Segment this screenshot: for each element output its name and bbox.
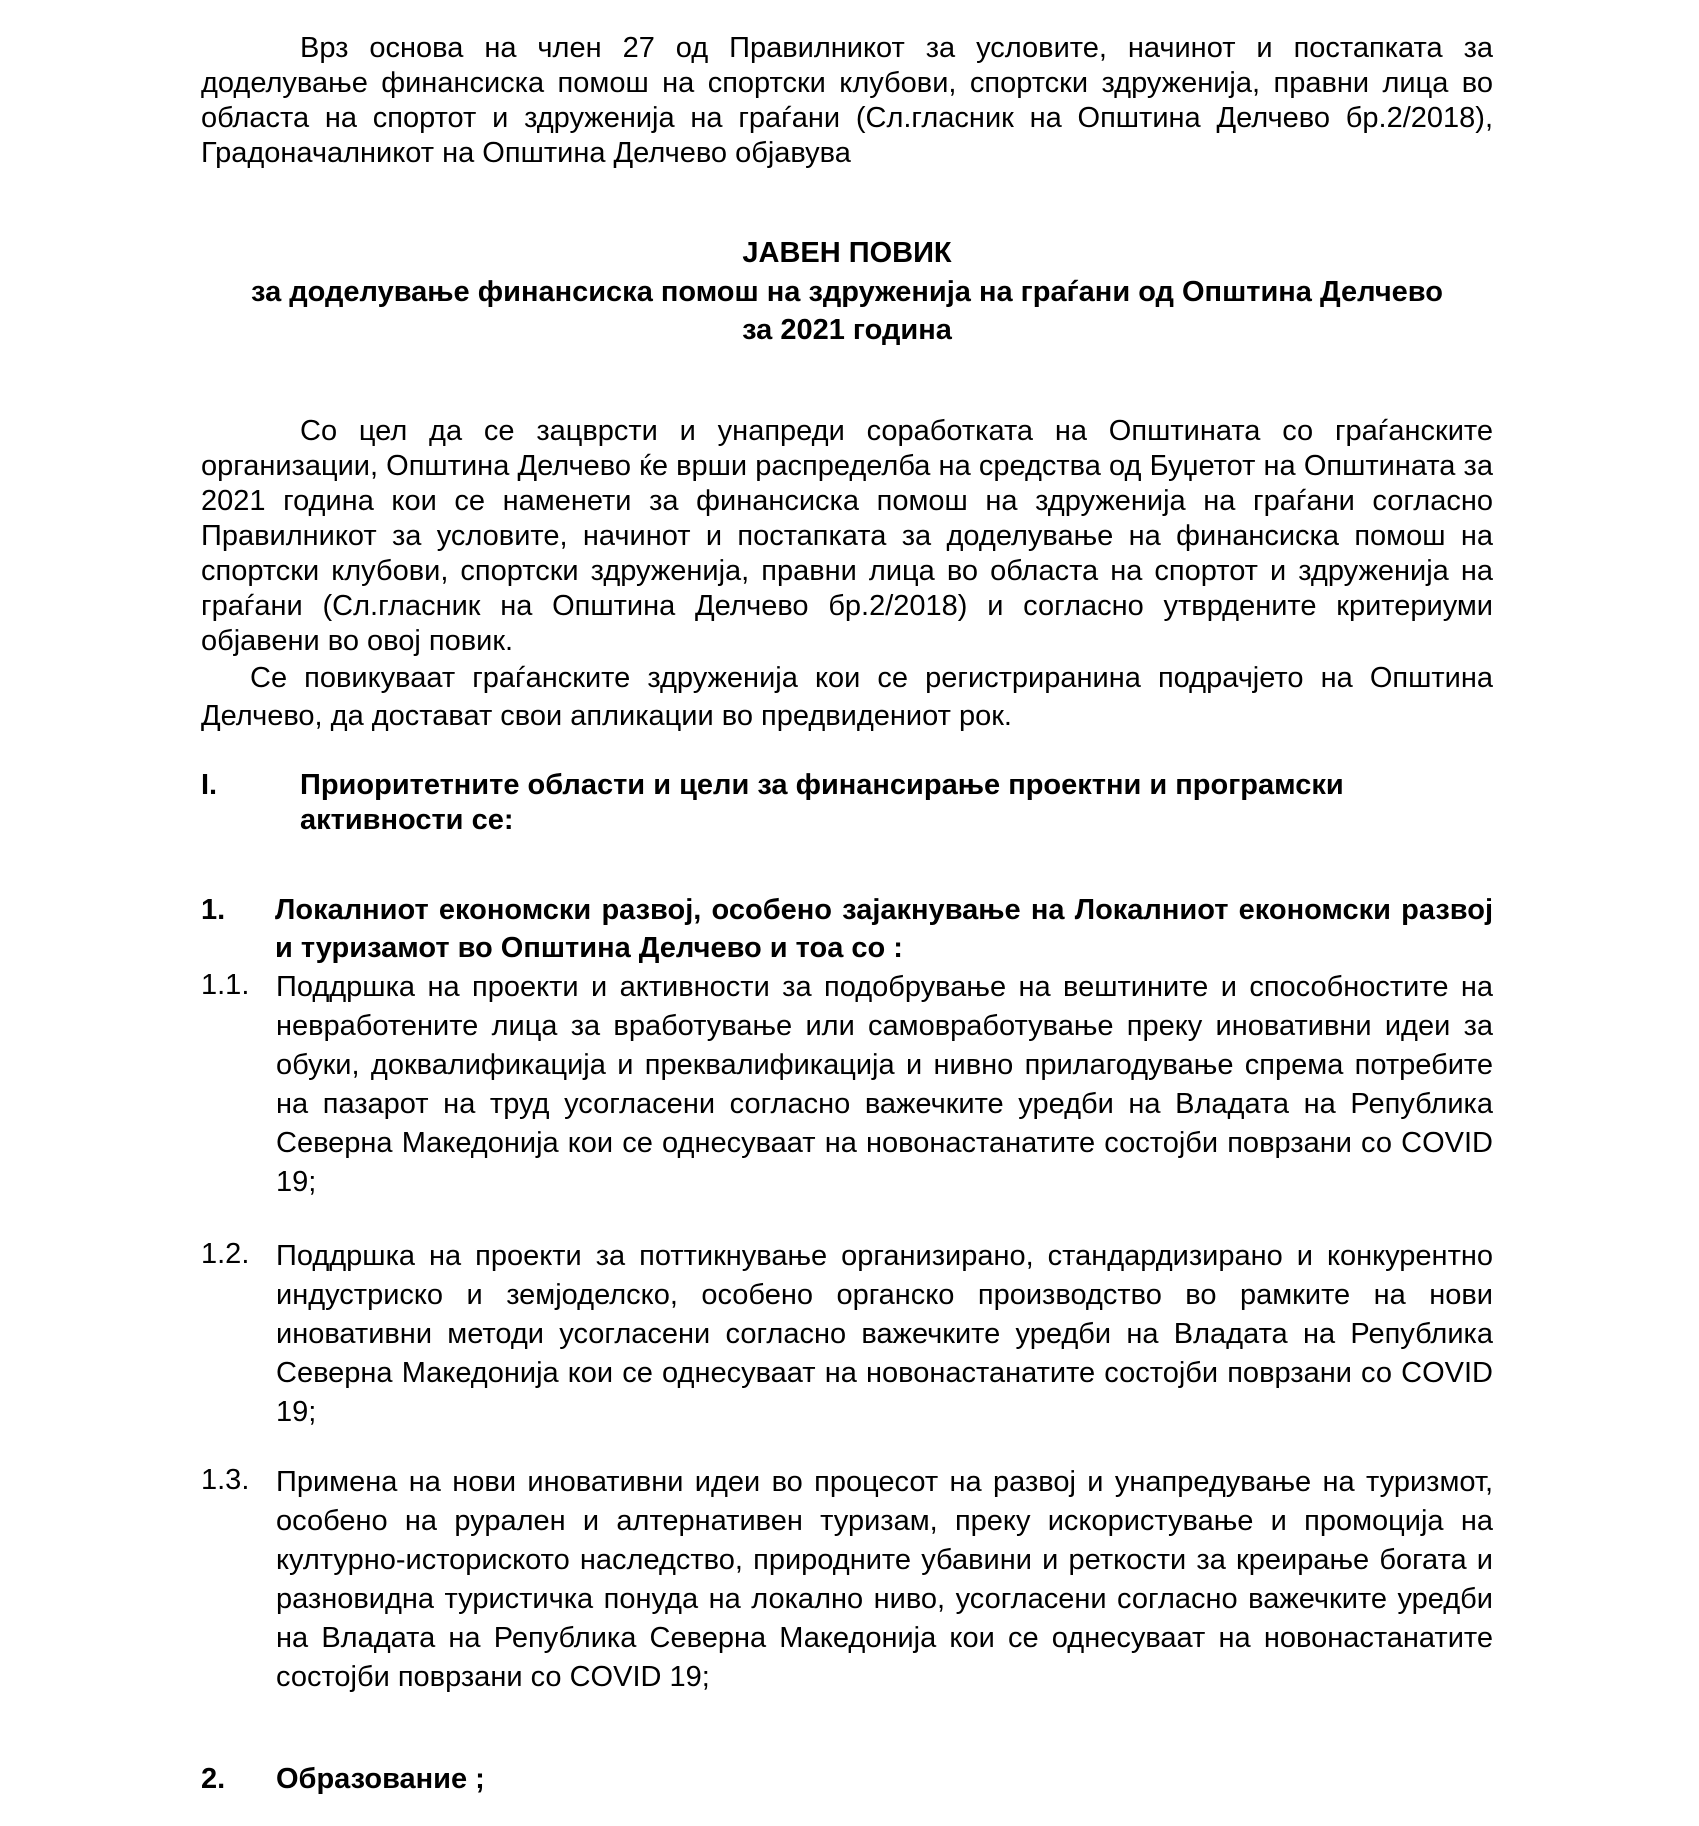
sub-item-number: 1.3. bbox=[201, 1464, 250, 1496]
intro-paragraph: Врз основа на член 27 од Правилникот за условите, начинот и постапката за доделување финансиска помош на спортски клубови, спортски здруженија, правни лица во областа на спортот и здруженија на граѓани (Сл.гласник на Општина Делчево бр.2/2018), Градоначалникот на Општина Делчево објавува bbox=[201, 32, 1493, 169]
sub-item-text: Поддршка на проекти и активности за подобрување на вештините и способностите на невработените лица за вработување или самовработување преку иновативни идеи за обуки, доквалификација и преквалификација и нивно прилагодување спрема потребите на пазарот на труд усогласени согласно важечките уредби на Владата на Република Северна Македонија кои се однесуваат на новонастанатите состојби поврзани со COVID 19; bbox=[276, 971, 1493, 1198]
body-paragraph-2: Се повикуваат граѓанските здруженија кои се регистриранина подрачјето на Општина Делчево, да достават свои апликации во предвидениот рок. bbox=[201, 662, 1493, 732]
section-number: I. bbox=[201, 769, 218, 801]
item-1-text: Локалниот економски развој, особено зајакнување на Локалниот економски развој и туризамот во Општина Делчево и тоа со : bbox=[275, 894, 1493, 964]
sub-item-text: Примена на нови иновативни идеи во процесот на развој и унапредување на туризмот, особено на рурален и алтернативен туризам, преку искористување и промоција на културно-историското наследство, природните убавини и реткости за креирање богата и разновидна туристичка понуда на локално ниво, усогласени согласно важечките уредби на Владата на Република Северна Македонија кои се однесуваат на новонастанатите состојби поврзани со COVID 19; bbox=[276, 1466, 1493, 1693]
item-2-number: 2. bbox=[201, 1763, 226, 1795]
item-1-number: 1. bbox=[201, 894, 226, 926]
document-title: ЈАВЕН ПОВИК bbox=[742, 237, 952, 269]
section-heading: Приоритетните области и цели за финансирање проектни и програмски активности се: bbox=[300, 769, 1344, 836]
sub-item-text: Поддршка на проекти за поттикнување организирано, стандардизирано и конкурентно индустриско и земјоделско, особено органско производство во рамките на нови иновативни методи усогласени согласно важечките уредби на Владата на Република Северна Македонија кои се однесуваат на новонастанатите состојби поврзани со COVID 19; bbox=[276, 1240, 1493, 1428]
sub-item-number: 1.1. bbox=[201, 969, 250, 1001]
body-paragraph-1: Со цел да се зацврсти и унапреди соработката на Општината со граѓанските организации, Општина Делчево ќе врши распределба на средства од Буџетот на Општината за 2021 година кои се наменети за финансиска помош на здруженија на граѓани согласно Правилникот за условите, начинот и постапката за доделување на финансиска помош на спортски клубови, спортски здруженија, правни лица во областа на спортот и здруженија на граѓани (Сл.гласник на Општина Делчево бр.2/2018) и согласно утврдените критериуми објавени во овој повик. bbox=[201, 415, 1493, 657]
sub-item-number: 1.2. bbox=[201, 1238, 250, 1270]
item-1-heading bbox=[201, 891, 1493, 967]
item-2-heading: Образование ; bbox=[276, 1763, 485, 1795]
document-subtitle: за доделување финансиска помош на здруженија на граѓани од Општина Делчево bbox=[251, 276, 1443, 308]
document-subtitle-year: за 2021 година bbox=[742, 314, 952, 346]
